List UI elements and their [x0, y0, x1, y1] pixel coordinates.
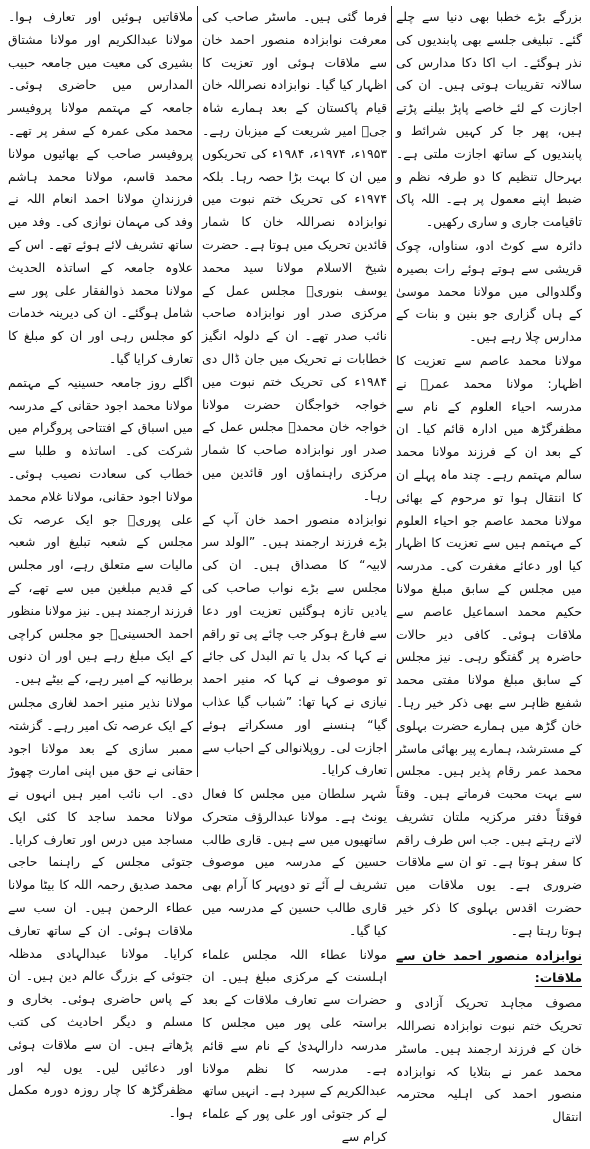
text-column-2	[198, 6, 392, 1145]
paragraph: فرما گئی ہیں۔ ماسٹر صاحب کی معرفت نوابزادہ منصور احمد خان سے ملاقات ہوئی اور تعزیت کا اظہار کیا گیا۔ نوابزادہ نصراللہ خان قیام پاکستان کے بعد ہمارے شاہ جیؒ امیر شریعت کے میزبان رہے۔ ۱۹۵۳ء، ۱۹۷۴ء، ۱۹۸۴ء کی تحریکوں میں ان کا بہت بڑا حصہ رہا۔ بلکہ ۱۹۷۴ء کی تحریک ختم نبوت میں نوابزادہ نصراللہ خان کا شمار قائدین تحریک میں ہوتا ہے۔ حضرت شیخ الاسلام مولانا سید محمد یوسف بنوریؒ مجلس عمل کے مرکزی صدر اور نوابزادہ صاحب نائب صدر تھے۔ ان کے دلولہ انگیز خطابات نے تحریک میں جان ڈال دی ۱۹۸۴ء کی تحریک ختم نبوت میں خواجہ خواجگان حضرت مولانا خواجہ خان محمدؒ مجلس عمل کے صدر اور نوابزادہ صاحب کا شمار مرکزی راہنماؤں اور قائدین میں رہا۔	[202, 9, 388, 503]
text-column-3	[4, 6, 198, 1121]
paragraph: مولانا محمد عاصم سے تعزیت کا اظہار: مولانا محمد عمرؒ نے مدرسہ احیاء العلوم کے نام سے مظفرگڑھ میں ادارہ قائم کیا۔ ان کے بعد ان کے فرزند مولانا محمد سالم مہتمم رہے۔ چند ماہ پہلے ان کا انتقال ہوا تو مرحوم کے بھائی مولانا محمد عاصم جو احیاء العلوم کے مہتمم ہیں سے تعزیت کا اظہار کیا اور دعائے مغفرت کی۔ مدرسہ میں مجلس کے سابق مبلغ مولانا حکیم محمد اسماعیل عاصم سے ملاقات ہوئی۔ کافی دیر حالات حاضرہ پر گفتگو رہی۔ نیز مجلس کے سابق مبلغ مولانا مفتی محمد شفیع ظاہر سے بھی ذکر خیر رہا۔ خان گڑھ میں ہمارے حضرت بہلوی کے مسترشد، ہمارے پیر بھائی ماسٹر محمد عمر رقام پذیر ہیں۔ مجلس سے بہت محبت فرماتے ہیں۔ وقتاً فوقتاً دفتر مرکزیہ ملتان تشریف لاتے رہتے ہیں۔ جب اس طرف راقم کا سفر ہوتا ہے۔ تو ان سے ملاقات ضروری ہے۔ یوں ملاقات میں حضرت اقدس بہلوی کا ذکر خیر ہوتا رہتا ہے۔	[396, 352, 582, 938]
paragraph: اگلے روز جامعہ حسینیہ کے مہتمم مولانا محمد اجود حقانی کے مدرسہ میں اسباق کے افتتاحی پروگرام میں شرکت کی۔ اساتذہ و طلبا سے خطاب کی سعادت نصیب ہوئی۔ مولانا اجود حقانی، مولانا غلام محمد علی پوریؒ جو ایک عرصہ تک مجلس کے شعبہ تبلیغ اور شعبہ مالیات سے متعلق رہے، اور مجلس کے قدیم مبلغین میں سے تھے، کے فرزند ارجمند ہیں۔ نیز مولانا منظور احمد الحسینیؒ جو مجلس کراچی کے ایک مبلغ رہے ہیں اور ان دنوں برطانیہ کے امیر رہے، کے بیٹے ہیں۔	[8, 374, 193, 687]
text-column-1	[392, 6, 586, 1125]
paragraph: بزرگے بڑے خطبا بھی دنیا سے چلے گئے۔ تبلیغی جلسے بھی پابندیوں کی نذر ہوگئے۔ اب اکا دکا مدارس کی سالانہ تقریبات ہوتی ہیں۔ ان کی اجازت کے لئے خاصے پاپڑ بیلنے پڑتے ہیں، پھر جا کر کہیں شرائط و پابندیوں کے ساتھ اجازت ملتی ہے۔ بہرحال تنظیم کا دو طرفہ نظم و ضبط اپنے معمول پر ہے۔ اللہ پاک تاقیامت جاری و ساری رکھیں۔	[396, 9, 582, 230]
paragraph: دائرہ سے کوٹ ادو، سناواں، چوک قریشی سے ہوتے ہوئے رات بصیرہ وگلدوالی میں مولانا محمد موسیٰ کے ہاں گزاری جو بنین و بنات کے مدارس چلا رہے ہیں۔	[396, 237, 582, 345]
paragraph: ملاقاتیں ہوئیں اور تعارف ہوا۔ مولانا عبدالکریم اور مولانا مشتاق بشیری کی معیت میں جامعہ حبیب المدارس میں حاضری ہوئی۔ جامعہ کے مہتمم مولانا پروفیسر محمد مکی عمرہ کے سفر پر تھے۔ پروفیسر صاحب کے بھائیوں مولانا محمد قاسم، مولانا محمد ہاشم فرزندانِ مولانا احمد انعام اللہ نے وفد کی مہمان نوازی کی۔ وفد میں ساتھ تشریف لائے ہوئے تھے۔ اس کے علاوہ جامعہ کے اساتذہ الحدیث مولانا محمد ذوالفقار علی پور سے شامل ہوگئے۔ ان کی دیرینہ خدمات کو مجلس رہی اور ان کو مبلغ کا تعارف کرایا گیا۔	[8, 9, 193, 366]
section-heading: نوابزادہ منصور احمد خان سے ملاقات:	[396, 947, 582, 986]
paragraph: مولانا عطاء اللہ مجلس علماء اہلسنت کے مرکزی مبلغ ہیں۔ ان حضرات سے تعارف ملاقات کے بعد براستہ علی پور میں مجلس کا مدرسہ دارالہدیٰ کے نام سے قائم ہے۔ مدرسہ کا نظم مولانا عبدالکریم کے سپرد ہے۔ انہیں ساتھ لے کر جتوئی اور علی پور کے علماء کرام سے	[202, 946, 387, 1145]
paragraph: شہر سلطان میں مجلس کا فعال یونٹ ہے۔ مولانا عبدالرؤف متحرک ساتھیوں میں سے ہیں۔ قاری طالب حسین کے مدرسہ میں موصوف تشریف لے آئے تو دوپہر کا آرام بھی قاری طالب حسین کے مدرسہ میں کیا گیا۔	[202, 786, 387, 938]
paragraph: مولانا نذیر منیر احمد لغاری مجلس کے ایک عرصہ تک امیر رہے۔ گزشتہ ممبر سازی کے بعد مولانا اجود حقانی نے حق میں اپنی امارت چھوڑ دی۔ اب نائب امیر ہیں انہوں نے مولانا محمد ساجد کا کئی ایک مساجد میں درس اور تعارف کرایا۔ جتوئی مجلس کے راہنما حاجی محمد صدیق رحمہ اللہ کا بیٹا مولانا عطاء الرحمن ہیں۔ ان سب سے ملاقات ہوئی۔ ان کے ساتھ تعارف کرایا۔ مولانا عبدالہادی مدظلہ جتوئی کے بزرگ عالم دین ہیں۔ ان کے پاس حاضری ہوئی۔ بخاری و مسلم و دیگر احادیث کی کتب پڑھاتے ہیں۔ ان سے ملاقات ہوئی اور دعائیں لیں۔ یوں لیہ اور مظفرگڑھ کا چار روزہ دورہ مکمل ہوا۔	[8, 694, 193, 1121]
paragraph: مصوف مجاہد تحریک آزادی و تحریک ختم نبوت نوابزادہ نصراللہ خان کے فرزند ارجمند ہیں۔ ماسٹر محمد عمر نے بتلایا کہ نوابزادہ منصور احمد کی اہلیہ محترمہ انتقال	[396, 995, 582, 1125]
paragraph: نوابزادہ منصور احمد خان آپ کے بڑے فرزند ارجمند ہیں۔ ”الولد سر لابیہ“ کا مصداق ہیں۔ ان کی مجلس سے بڑے نواب صاحب کی یادیں تازہ ہوگئیں تعزیت اور دعا سے فارغ ہوکر جب چائے پی تو راقم نے کہا کہ بدل یا تم البدل کی جائے تو موصوف نے کہا کہ منیر احمد نیازی نے کہا تھا: ”شباب گیا عذاب گیا“ ہنسنے اور مسکراتے ہوئے اجازت لی۔ روپلانوالی کے احباب سے تعارف کرایا۔	[202, 511, 387, 778]
